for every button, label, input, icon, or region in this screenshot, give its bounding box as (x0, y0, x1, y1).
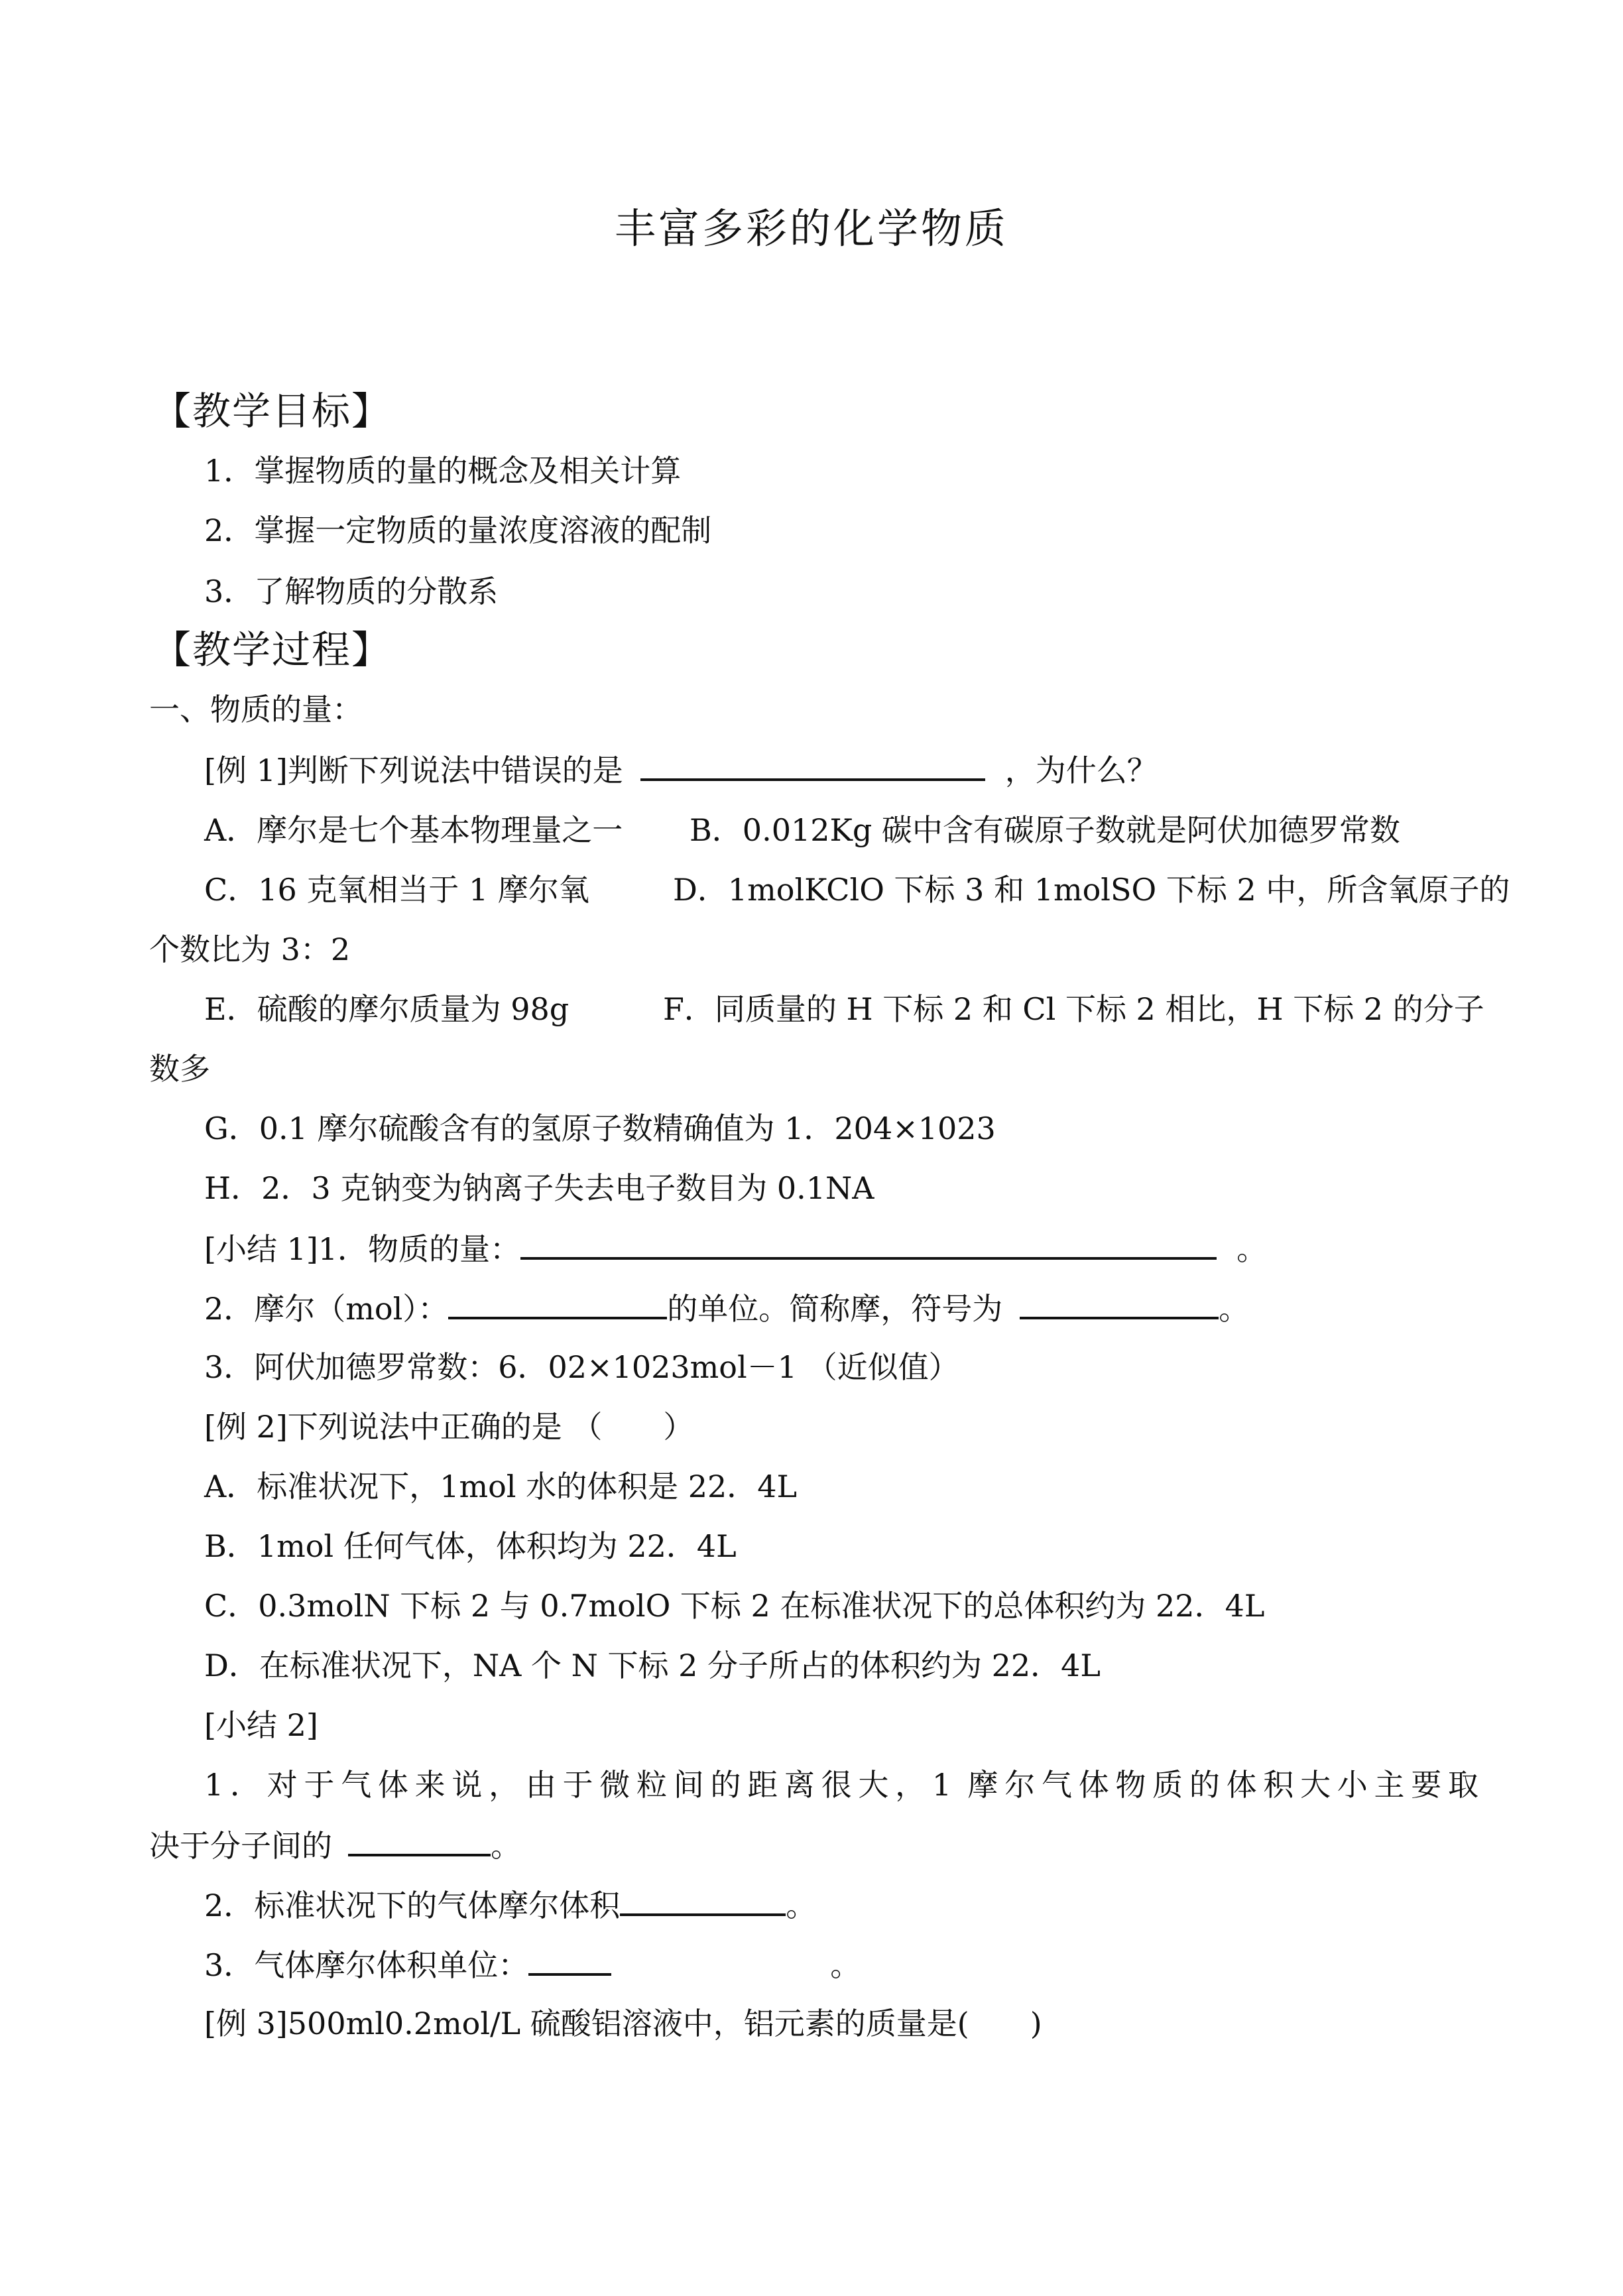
option-d: D．1molKClO 下标 3 和 1molSO 下标 2 中，所含氧原子的 (673, 872, 1510, 908)
answer-blank[interactable] (640, 749, 985, 781)
option-f: F．同质量的 H 下标 2 和 Cl 下标 2 相比，H 下标 2 的分子 (663, 991, 1484, 1027)
answer-blank[interactable] (348, 1825, 491, 1856)
mole-unit-text: 的单位。简称摩，符号为 (667, 1291, 1003, 1327)
summary-2-item-1-period: 。 (491, 1828, 521, 1864)
summary-2-item-3-period: 。 (830, 1947, 861, 1983)
answer-blank[interactable] (528, 1944, 611, 1976)
summary-1-line-1 (204, 1228, 1267, 1269)
ex2-option-b: B．1mol 任何气体，体积均为 22．4L (204, 1528, 737, 1564)
ex2-option-d: D．在标准状况下，NA 个 N 下标 2 分子所占的体积约为 22．4L (204, 1648, 1101, 1683)
example-3-prompt: [例 3]500ml0.2mol/L 硫酸铝溶液中，铝元素的质量是( ) (204, 2006, 1042, 2041)
avogadro-constant: 3．阿伏加德罗常数：6．02×1023mol－1 （近似值） (204, 1349, 959, 1385)
objective-item: 3．了解物质的分散系 (204, 574, 499, 609)
option-f-continuation: 数多 (149, 1051, 210, 1087)
summary-2-item-2-text: 2．标准状况下的气体摩尔体积 (204, 1888, 621, 1923)
example-1-prompt (204, 749, 1158, 790)
summary-2-item-1-continuation (149, 1825, 521, 1866)
answer-blank[interactable] (520, 1228, 1217, 1260)
summary-1-line-2 (204, 1288, 1249, 1329)
option-c: C．16 克氧相当于 1 摩尔氧 (204, 872, 589, 908)
option-b: B．0.012Kg 碳中含有碳原子数就是阿伏加德罗常数 (690, 812, 1400, 848)
option-e: E．硫酸的摩尔质量为 98g (204, 991, 570, 1027)
example-2-prompt: [例 2]下列说法中正确的是 （ ） (204, 1409, 694, 1445)
process-heading: 【教学过程】 (152, 627, 392, 672)
mole-period: 。 (1219, 1291, 1250, 1327)
example-1-suffix: ，为什么？ (1004, 753, 1158, 788)
option-a: A．摩尔是七个基本物理量之一 (204, 812, 623, 848)
summary-2-item-1: 1．对于气体来说，由于微粒间的距离很大，1 摩尔气体物质的体积大小主要取 (204, 1767, 1478, 1803)
answer-blank[interactable] (448, 1288, 667, 1319)
summary-2-item-2 (204, 1884, 816, 1925)
objectives-heading: 【教学目标】 (152, 389, 392, 434)
mole-label: 2．摩尔（mol）： (204, 1291, 449, 1327)
section-heading: 一、物质的量： (149, 692, 363, 727)
option-h: H．2．3 克钠变为钠离子失去电子数目为 0.1NA (204, 1170, 874, 1206)
summary-2-item-1-text: 决于分子间的 (149, 1828, 332, 1864)
ex2-option-a: A．标准状况下，1mol 水的体积是 22．4L (204, 1469, 798, 1504)
objective-item: 1．掌握物质的量的概念及相关计算 (204, 453, 682, 489)
option-d-continuation: 个数比为 3：2 (149, 932, 351, 967)
summary-2-item-2-period: 。 (786, 1888, 817, 1923)
summary-2-heading: [小结 2] (204, 1707, 318, 1743)
ex2-option-c: C．0.3molN 下标 2 与 0.7molO 下标 2 在标准状况下的总体积约为 22．4L (204, 1588, 1265, 1624)
summary-1-period: 。 (1236, 1231, 1268, 1267)
summary-1-label: [小结 1]1．物质的量： (204, 1231, 521, 1267)
summary-2-item-3-text: 3．气体摩尔体积单位： (204, 1947, 529, 1983)
summary-2-item-3 (204, 1944, 861, 1985)
answer-blank[interactable] (620, 1884, 786, 1916)
objective-item: 2．掌握一定物质的量浓度溶液的配制 (204, 513, 712, 548)
page-title: 丰富多彩的化学物质 (614, 204, 1008, 253)
option-g: G．0.1 摩尔硫酸含有的氢原子数精确值为 1．204×1023 (204, 1111, 996, 1146)
example-1-prompt-text: [例 1]判断下列说法中错误的是 (204, 753, 623, 788)
answer-blank[interactable] (1020, 1288, 1219, 1319)
